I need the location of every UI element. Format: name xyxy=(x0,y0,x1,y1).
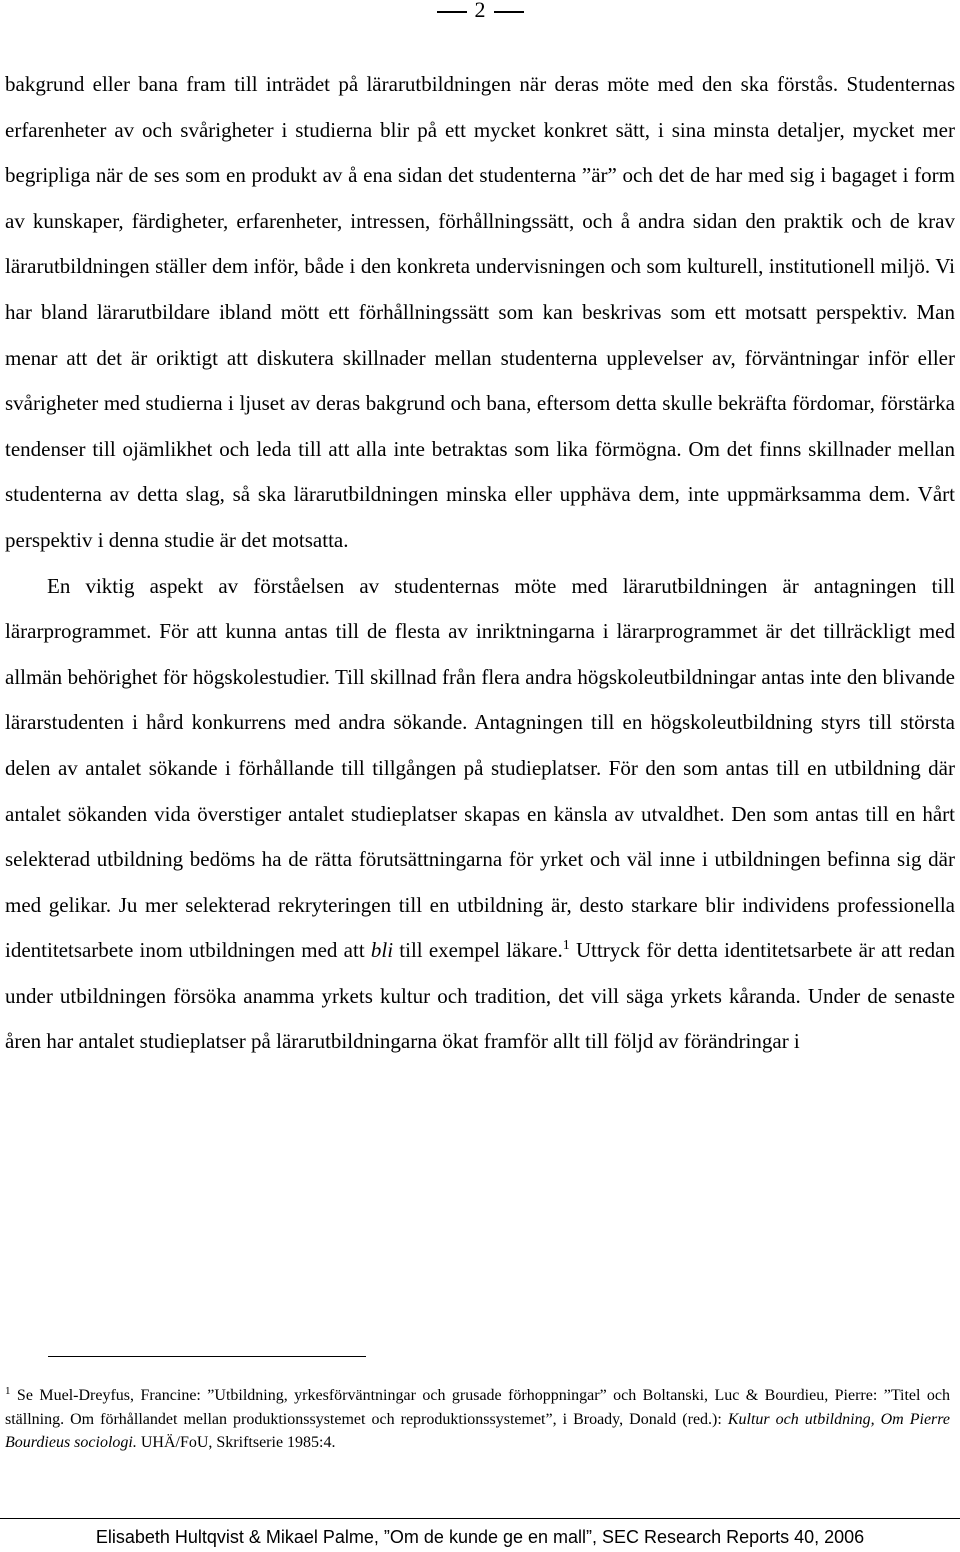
footnote xyxy=(5,1384,950,1455)
right-dash xyxy=(494,11,524,13)
footnote-italic-title: Kultur och utbildning, Om Pierre Bourdieus sociologi. xyxy=(5,1410,951,1451)
paragraph-2-italic: bli xyxy=(370,938,394,963)
page-header xyxy=(0,0,960,24)
page-footer: Elisabeth Hultqvist & Mikael Palme, ”Om de kunde ge en mall”, SEC Research Reports 40, 2006 xyxy=(95,1527,865,1547)
paragraph-1-text: bakgrund eller bana fram till inträdet på lärarutbildningen när deras möte med den ska förstås. Studenternas erfarenheter av och svårigheter i studierna blir på ett mycket konkret sätt, i sina minsta detaljer, mycket mer begripliga när de ses som en produkt av å ena sidan det studenterna ”är” och det de har med sig i bagaget i form av kunskaper, färdigheter, erfarenheter, intressen, förhållningssätt, och å andra sidan den praktik och de krav lärarutbildningen ställer dem inför, både i den konkreta undervisningen och som kulturell, institutionell miljö. Vi har bland lärarutbildare ibland mött ett förhållningssätt som kan beskrivas som ett motsatt perspektiv. Man menar att det är oriktigt att diskutera skillnader mellan studenterna upplevelser av, förväntningar inför eller svårigheter med studierna i ljuset av deras bakgrund och bana, eftersom detta skulle bekräfta fördomar, förstärka tendenser till ojämlikhet och leda till att alla inte betraktas som lika förmögna. Om det finns skillnader mellan studenterna av detta slag, så ska lärarutbildningen minska eller upphäva dem, inte uppmärksamma dem. Vårt perspektiv i denna studie är det motsatta. xyxy=(5,72,955,552)
paragraph-2 xyxy=(5,564,955,1066)
paragraph-2-text-a: En viktig aspekt av förståelsen av studenternas möte med lärarutbildningen är antagningen till lärarprogrammet. För att kunna antas till de flesta av inriktningarna i lärarprogrammet är det tillräckligt med allmän behörighet för högskolestudier. Till skillnad från flera andra högskoleutbildningar antas inte den blivande lärarstudenten i hård konkurrens med andra sökande. Antagningen till en högskoleutbildning styrs till största delen av antalet sökande i förhållande till tillgången på studieplatser. För den som antas till en utbildning där antalet sökanden vida överstiger antalet studieplatser skapas en känsla av utvaldhet. Den som antas till en hårt selekterad utbildning bedöms ha de rätta förutsättningarna för yrket och väl inne i utbildningen befinna sig där med gelikar. Ju mer selekterad rekryteringen till en utbildning är, desto starkare blir individens professionella identitetsarbete inom utbildningen med att xyxy=(5,573,955,963)
paragraph-2-text-c: Uttryck för detta identitetsarbete är att redan under utbildningen försöka anamma yrkets kultur och tradition, det vill säga yrkets kåranda. Under de senaste åren har antalet studieplatser på lärarutbildningarna ökat framför allt till följd av förändringar i xyxy=(5,938,955,1054)
page-number: 2 xyxy=(474,0,486,22)
footnote-separator xyxy=(48,1356,366,1357)
left-dash xyxy=(437,11,467,13)
paragraph-1 xyxy=(5,62,955,564)
paragraph-2-text-b: till exempel läkare. xyxy=(393,938,563,963)
main-text xyxy=(5,62,955,1065)
footnote-reference[interactable]: 1 xyxy=(562,938,570,954)
footnote-number: 1 xyxy=(5,1385,11,1397)
footnote-text-b: UHÄ/FoU, Skriftserie 1985:4. xyxy=(136,1434,336,1451)
footnote-text-a: Se Muel-Dreyfus, Francine: ”Utbildning, yrkesförväntningar och grusade förhoppningar” och Boltanski, Luc & Bourdieu, Pierre: ”Titel och ställning. Om förhållandet mellan produktionssystemet och reproduktionssystemet”, i Broady, Donald (red.): xyxy=(5,1387,950,1428)
footer-rule xyxy=(0,1518,960,1519)
